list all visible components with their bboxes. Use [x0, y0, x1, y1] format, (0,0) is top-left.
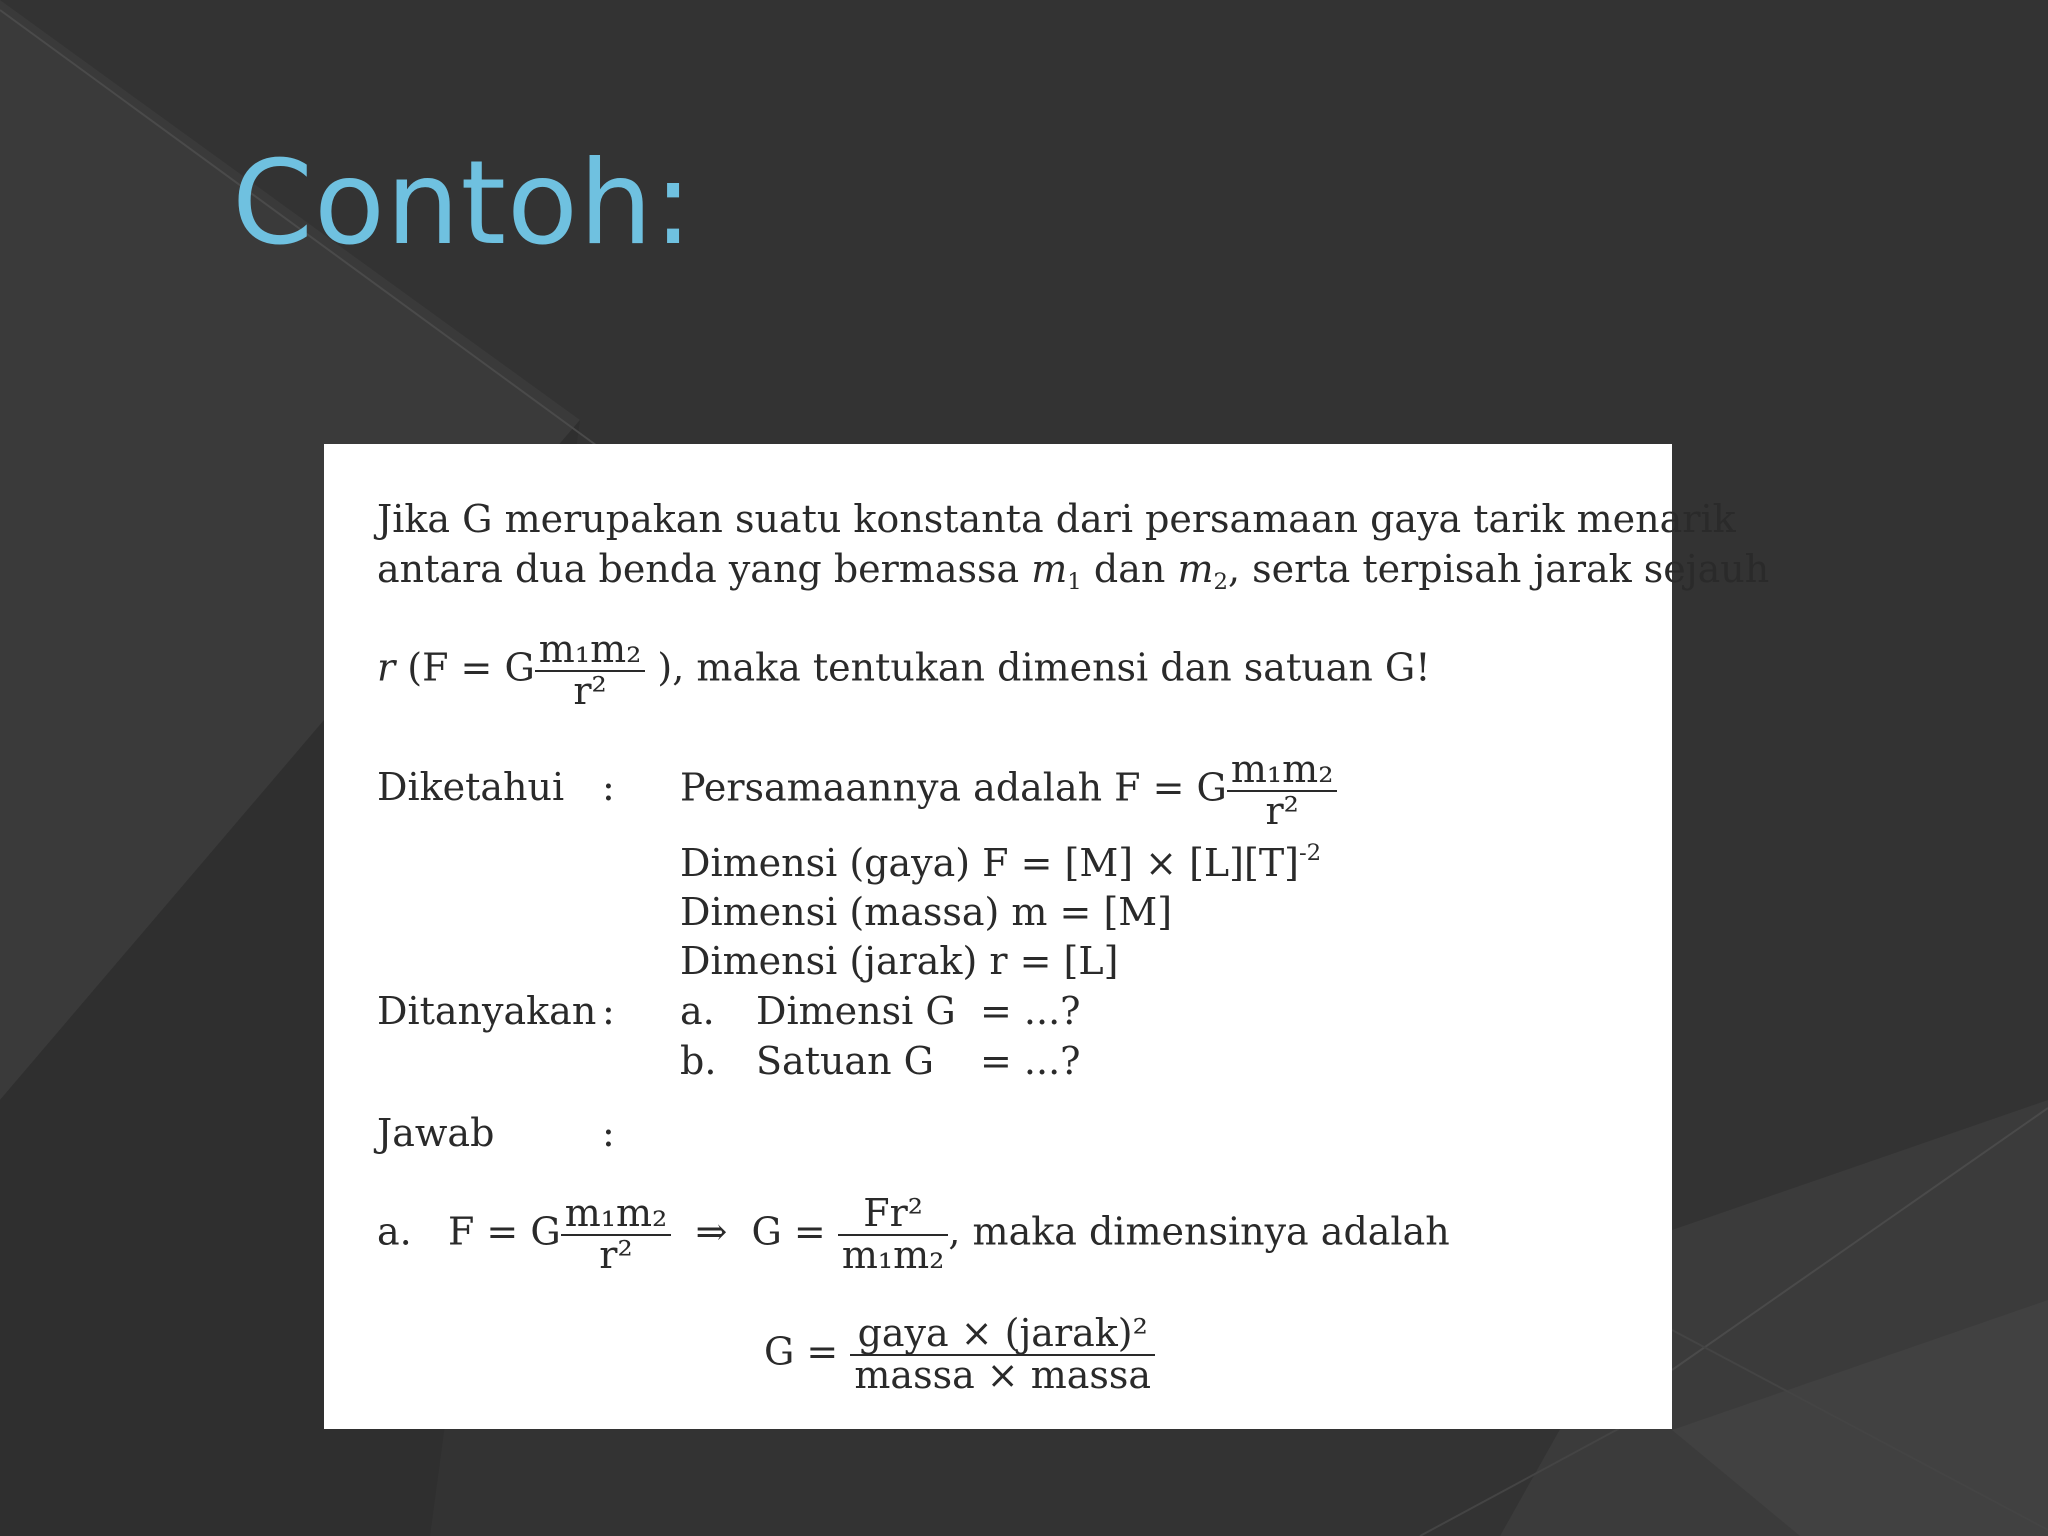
known-label: Diketahui — [377, 765, 565, 809]
problem-intro-line-2: antara dua benda yang bermassa $m_1$ dan $m_2$, serta terpisah jarak sejauh — [377, 547, 1770, 595]
asked-item-b-eq: = ...? — [980, 1039, 1081, 1083]
asked-colon: : — [602, 989, 615, 1033]
asked-item-a-text: Dimensi G — [756, 989, 956, 1033]
force-fraction: $\frac{\text{m₁m₂}}{\text{r²}}$ — [535, 630, 646, 712]
problem-image-panel — [324, 444, 1770, 1429]
asked-item-b-text: Satuan G — [756, 1039, 934, 1083]
known-dimension-force: Dimensi (gaya) $F = [M] \times [L][T]^{-2}$ — [680, 840, 1322, 885]
asked-label: Ditanyakan — [377, 989, 597, 1033]
answer-fraction-3: $\frac{\text{gaya × (jarak)²}}{\text{massa × massa}}$ — [850, 1314, 1155, 1396]
known-dimension-distance: Dimensi (jarak) r = [L] — [680, 939, 1119, 983]
asked-item-b-letter: b. — [680, 1039, 717, 1083]
known-colon: : — [602, 765, 615, 809]
known-dimension-mass: Dimensi (massa) m = [M] — [680, 890, 1173, 934]
problem-intro-line-1: Jika G merupakan suatu konstanta dari persamaan gaya tarik menarik — [377, 497, 1736, 541]
asked-item-a-eq: = ...? — [980, 989, 1081, 1033]
slide-title: Contoh: — [232, 136, 694, 271]
answer-dimension-line: G = $\frac{\text{gaya × (jarak)²}}{\text{massa × massa}}$ — [764, 1314, 1155, 1396]
answer-step-a: a. F = G $\frac{\text{m₁m₂}}{\text{r²}}$ ⇒ G = $\frac{\text{Fr²}}{\text{m₁m₂}}$ , maka dimensinya adalah — [377, 1191, 1450, 1277]
answer-fraction-2: $\frac{\text{Fr²}}{\text{m₁m₂}}$ — [838, 1194, 949, 1276]
asked-item-a-letter: a. — [680, 989, 715, 1033]
problem-formula-line: r (F = G $\frac{\text{m₁m₂}}{\text{r²}}$ ), maka tentukan dimensi dan satuan G! — [377, 627, 1431, 713]
answer-fraction-1: $\frac{\text{m₁m₂}}{\text{r²}}$ — [561, 1194, 672, 1276]
known-fraction: $\frac{\text{m₁m₂}}{\text{r²}}$ — [1227, 750, 1338, 832]
answer-colon: : — [602, 1111, 615, 1155]
answer-label: Jawab — [377, 1111, 495, 1155]
known-equation: Persamaannya adalah F = G $\frac{\text{m₁m₂}}{\text{r²}}$ — [680, 750, 1337, 832]
